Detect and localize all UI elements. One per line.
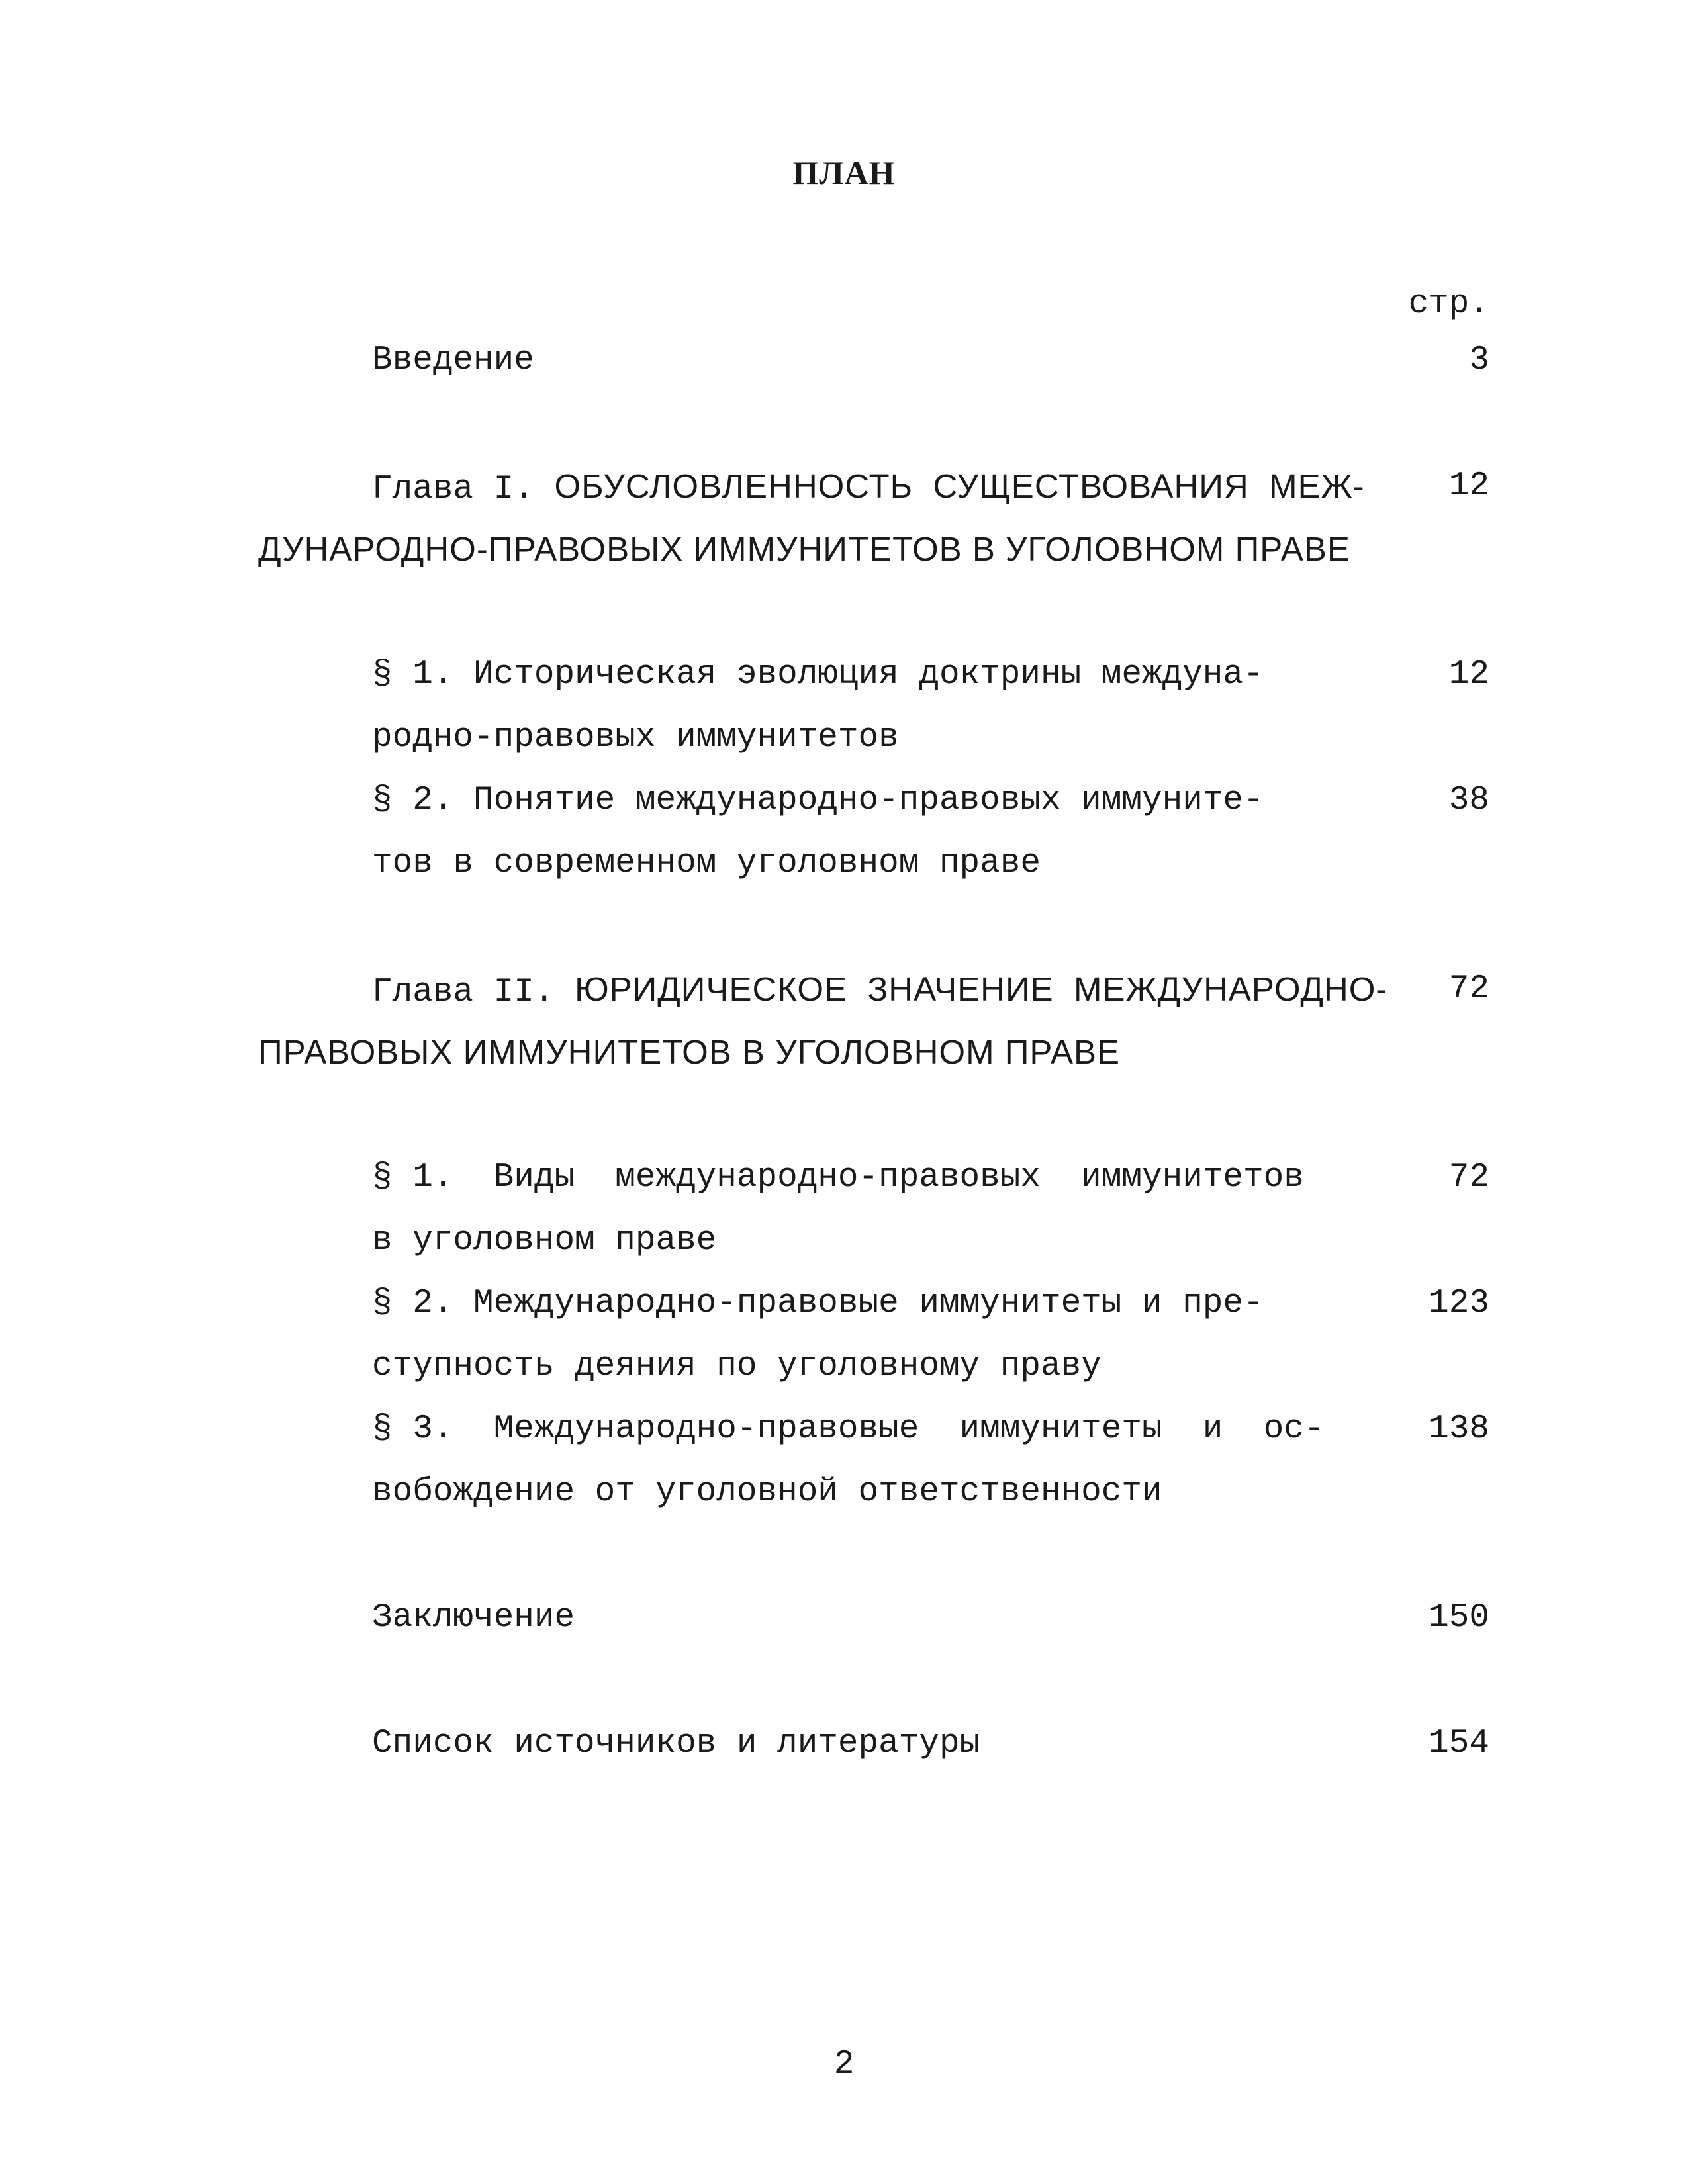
page-column-header: стр. <box>1408 285 1489 323</box>
toc-entry-chapter-1 <box>372 467 1365 510</box>
chapter-1-title-line2: ДУНАРОДНО-ПРАВОВЫХ ИММУНИТЕТОВ В УГОЛОВНОМ ПРАВЕ <box>258 530 1350 568</box>
page-title: ПЛАН <box>792 154 896 191</box>
toc-page-chapter-1: 12 <box>1448 467 1489 505</box>
chapter-1-title-line1: ОБУСЛОВЛЕННОСТЬ СУЩЕСТВОВАНИЯ МЕЖ- <box>554 467 1365 505</box>
ch1-section-2-line2: тов в современном уголовном праве <box>372 844 1041 882</box>
toc-entry-sources: Список источников и литературы <box>372 1725 980 1762</box>
chapter-2-title-line2: ПРАВОВЫХ ИММУНИТЕТОВ В УГОЛОВНОМ ПРАВЕ <box>258 1033 1121 1071</box>
toc-page-ch2-section-3: 138 <box>1429 1410 1489 1448</box>
toc-entry-conclusion: Заключение <box>372 1599 575 1637</box>
toc-page-conclusion: 150 <box>1429 1599 1489 1637</box>
toc-page-ch2-section-2: 123 <box>1429 1285 1489 1322</box>
page-number: 2 <box>833 2046 855 2083</box>
toc-entry-ch2-section-1: § 1. Виды международно-правовых иммунитетов <box>372 1159 1304 1197</box>
toc-page-ch2-section-1: 72 <box>1448 1159 1489 1197</box>
toc-page-sources: 154 <box>1429 1725 1489 1762</box>
ch2-section-1-line2: в уголовном праве <box>372 1222 717 1259</box>
chapter-2-prefix: Глава II. <box>372 974 575 1011</box>
toc-page-ch1-section-1: 12 <box>1448 656 1489 694</box>
toc-entry-chapter-2 <box>372 970 1387 1013</box>
toc-page-intro: 3 <box>1469 341 1489 379</box>
toc-entry-ch2-section-2: § 2. Международно-правовые иммунитеты и пре- <box>372 1285 1264 1322</box>
ch1-section-1-line2: родно-правовых иммунитетов <box>372 719 899 756</box>
toc-entry-ch2-section-3: § 3. Международно-правовые иммунитеты и ос- <box>372 1410 1325 1448</box>
toc-page-chapter-2: 72 <box>1448 970 1489 1008</box>
ch2-section-2-line2: ступность деяния по уголовному праву <box>372 1347 1102 1385</box>
toc-page-ch1-section-2: 38 <box>1448 782 1489 819</box>
toc-entry-ch1-section-2: § 2. Понятие международно-правовых иммуните- <box>372 782 1264 819</box>
toc-entry-ch1-section-1: § 1. Историческая эволюция доктрины междуна- <box>372 656 1264 694</box>
toc-entry-intro: Введение <box>372 341 534 379</box>
chapter-2-title-line1: ЮРИДИЧЕСКОЕ ЗНАЧЕНИЕ МЕЖДУНАРОДНО- <box>575 970 1388 1008</box>
chapter-1-prefix: Глава I. <box>372 471 555 508</box>
ch2-section-3-line2: вобождение от уголовной ответственности <box>372 1473 1162 1511</box>
